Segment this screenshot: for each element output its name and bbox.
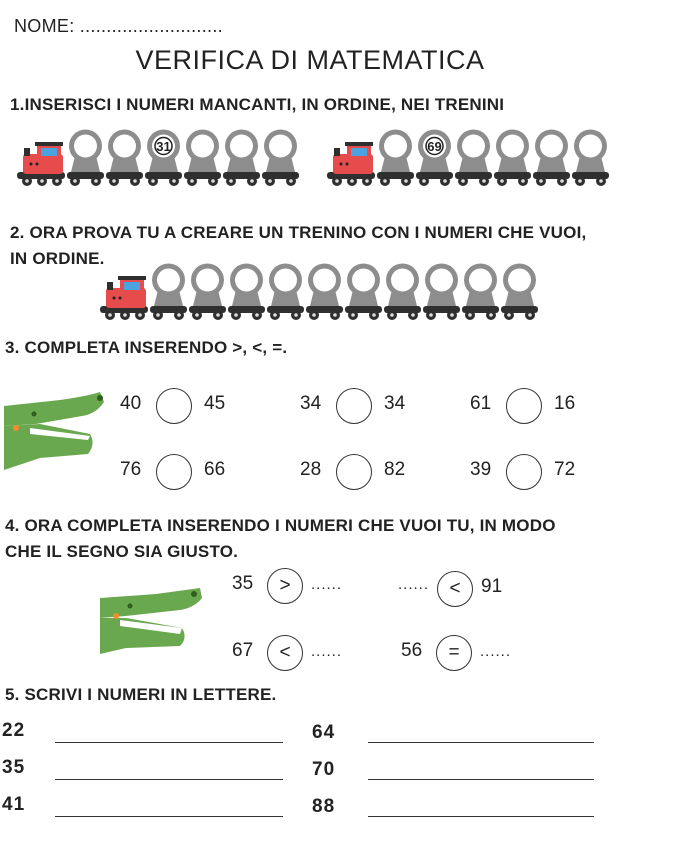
write-line[interactable]	[55, 816, 283, 817]
write-line[interactable]	[55, 779, 283, 780]
comparison-sign-circle[interactable]	[156, 388, 192, 424]
train-wagon	[455, 130, 492, 187]
train-wagon	[189, 264, 226, 321]
word-number-left: 41	[2, 794, 26, 815]
fill-right-value: ......	[311, 576, 343, 593]
train-wagon	[377, 130, 414, 187]
exercise3-title: 3. COMPLETA INSERENDO >, <, =.	[5, 338, 288, 357]
comparison-left-number: 61	[470, 393, 492, 414]
exercise5-title: 5. SCRIVI I NUMERI IN LETTERE.	[5, 685, 277, 704]
fill-sign-circle: >	[267, 568, 303, 604]
fill-left-value: 56	[401, 640, 423, 661]
write-line[interactable]	[368, 742, 594, 743]
comparison-right-number: 45	[204, 393, 226, 414]
exercise1-title: 1.INSERISCI I NUMERI MANCANTI, IN ORDINE, NEI TRENINI	[10, 95, 505, 114]
word-number-left: 22	[2, 720, 26, 741]
fill-right-value: ......	[311, 643, 343, 660]
comparison-right-number: 72	[554, 459, 576, 480]
comparison-right-number: 82	[384, 459, 406, 480]
fill-sign-circle: =	[436, 635, 472, 671]
comparison-right-number: 34	[384, 393, 406, 414]
comparison-sign-circle[interactable]	[506, 454, 542, 490]
train-wagon	[501, 264, 538, 321]
train-engine	[17, 142, 65, 186]
page-title: VERIFICA DI MATEMATICA	[135, 45, 485, 75]
comparison-left-number: 76	[120, 459, 142, 480]
fill-left-value: 67	[232, 640, 254, 661]
fill-right-value: ......	[480, 643, 512, 660]
train-wagon	[462, 264, 499, 321]
comparison-right-number: 16	[554, 393, 576, 414]
word-number-left: 35	[2, 757, 26, 778]
fill-left-value: 35	[232, 573, 254, 594]
word-number-right: 70	[312, 759, 336, 780]
wagon-given-number: 31	[156, 139, 171, 154]
train-wagon	[262, 130, 299, 187]
exercise2-title-line1: 2. ORA PROVA TU A CREARE UN TRENINO CON I NUMERI CHE VUOI,	[10, 223, 587, 242]
train-engine	[327, 142, 375, 186]
crocodile-illustration-2	[96, 588, 206, 658]
word-number-right: 88	[312, 796, 336, 817]
train-wagon	[384, 264, 421, 321]
comparison-left-number: 40	[120, 393, 142, 414]
train-wagon	[423, 264, 460, 321]
comparison-left-number: 39	[470, 459, 492, 480]
name-field-label: NOME: ...........................	[14, 16, 223, 36]
exercise4-title-line1: 4. ORA COMPLETA INSERENDO I NUMERI CHE VUOI TU, IN MODO	[5, 516, 556, 535]
fill-sign-circle: <	[267, 635, 303, 671]
train-wagon	[67, 130, 104, 187]
exercise4-title-line2: CHE IL SEGNO SIA GIUSTO.	[5, 542, 239, 561]
exercise2-title-line2: IN ORDINE.	[10, 249, 105, 268]
train-wagon	[572, 130, 609, 187]
train-wagon	[494, 130, 531, 187]
comparison-sign-circle[interactable]	[336, 454, 372, 490]
comparison-sign-circle[interactable]	[156, 454, 192, 490]
comparison-sign-circle[interactable]	[506, 388, 542, 424]
train-1	[15, 128, 305, 190]
fill-sign-circle: <	[437, 571, 473, 607]
word-number-right: 64	[312, 722, 336, 743]
train-wagon	[223, 130, 260, 187]
train-wagon	[184, 130, 221, 187]
train-3	[98, 262, 548, 324]
comparison-right-number: 66	[204, 459, 226, 480]
train-wagon	[267, 264, 304, 321]
fill-left-value: ......	[398, 576, 430, 593]
train-wagon	[106, 130, 143, 187]
train-wagon	[306, 264, 343, 321]
write-line[interactable]	[368, 779, 594, 780]
train-wagon	[228, 264, 265, 321]
wagon-given-number: 69	[427, 139, 442, 154]
comparison-sign-circle[interactable]	[336, 388, 372, 424]
train-wagon	[145, 130, 182, 187]
train-wagon	[533, 130, 570, 187]
write-line[interactable]	[55, 742, 283, 743]
fill-right-value: 91	[481, 576, 503, 597]
write-line[interactable]	[368, 816, 594, 817]
train-2	[325, 128, 615, 190]
train-wagon	[416, 130, 453, 187]
crocodile-illustration-1	[0, 392, 100, 472]
train-engine	[100, 276, 148, 320]
comparison-left-number: 34	[300, 393, 322, 414]
train-wagon	[345, 264, 382, 321]
comparison-left-number: 28	[300, 459, 322, 480]
train-wagon	[150, 264, 187, 321]
